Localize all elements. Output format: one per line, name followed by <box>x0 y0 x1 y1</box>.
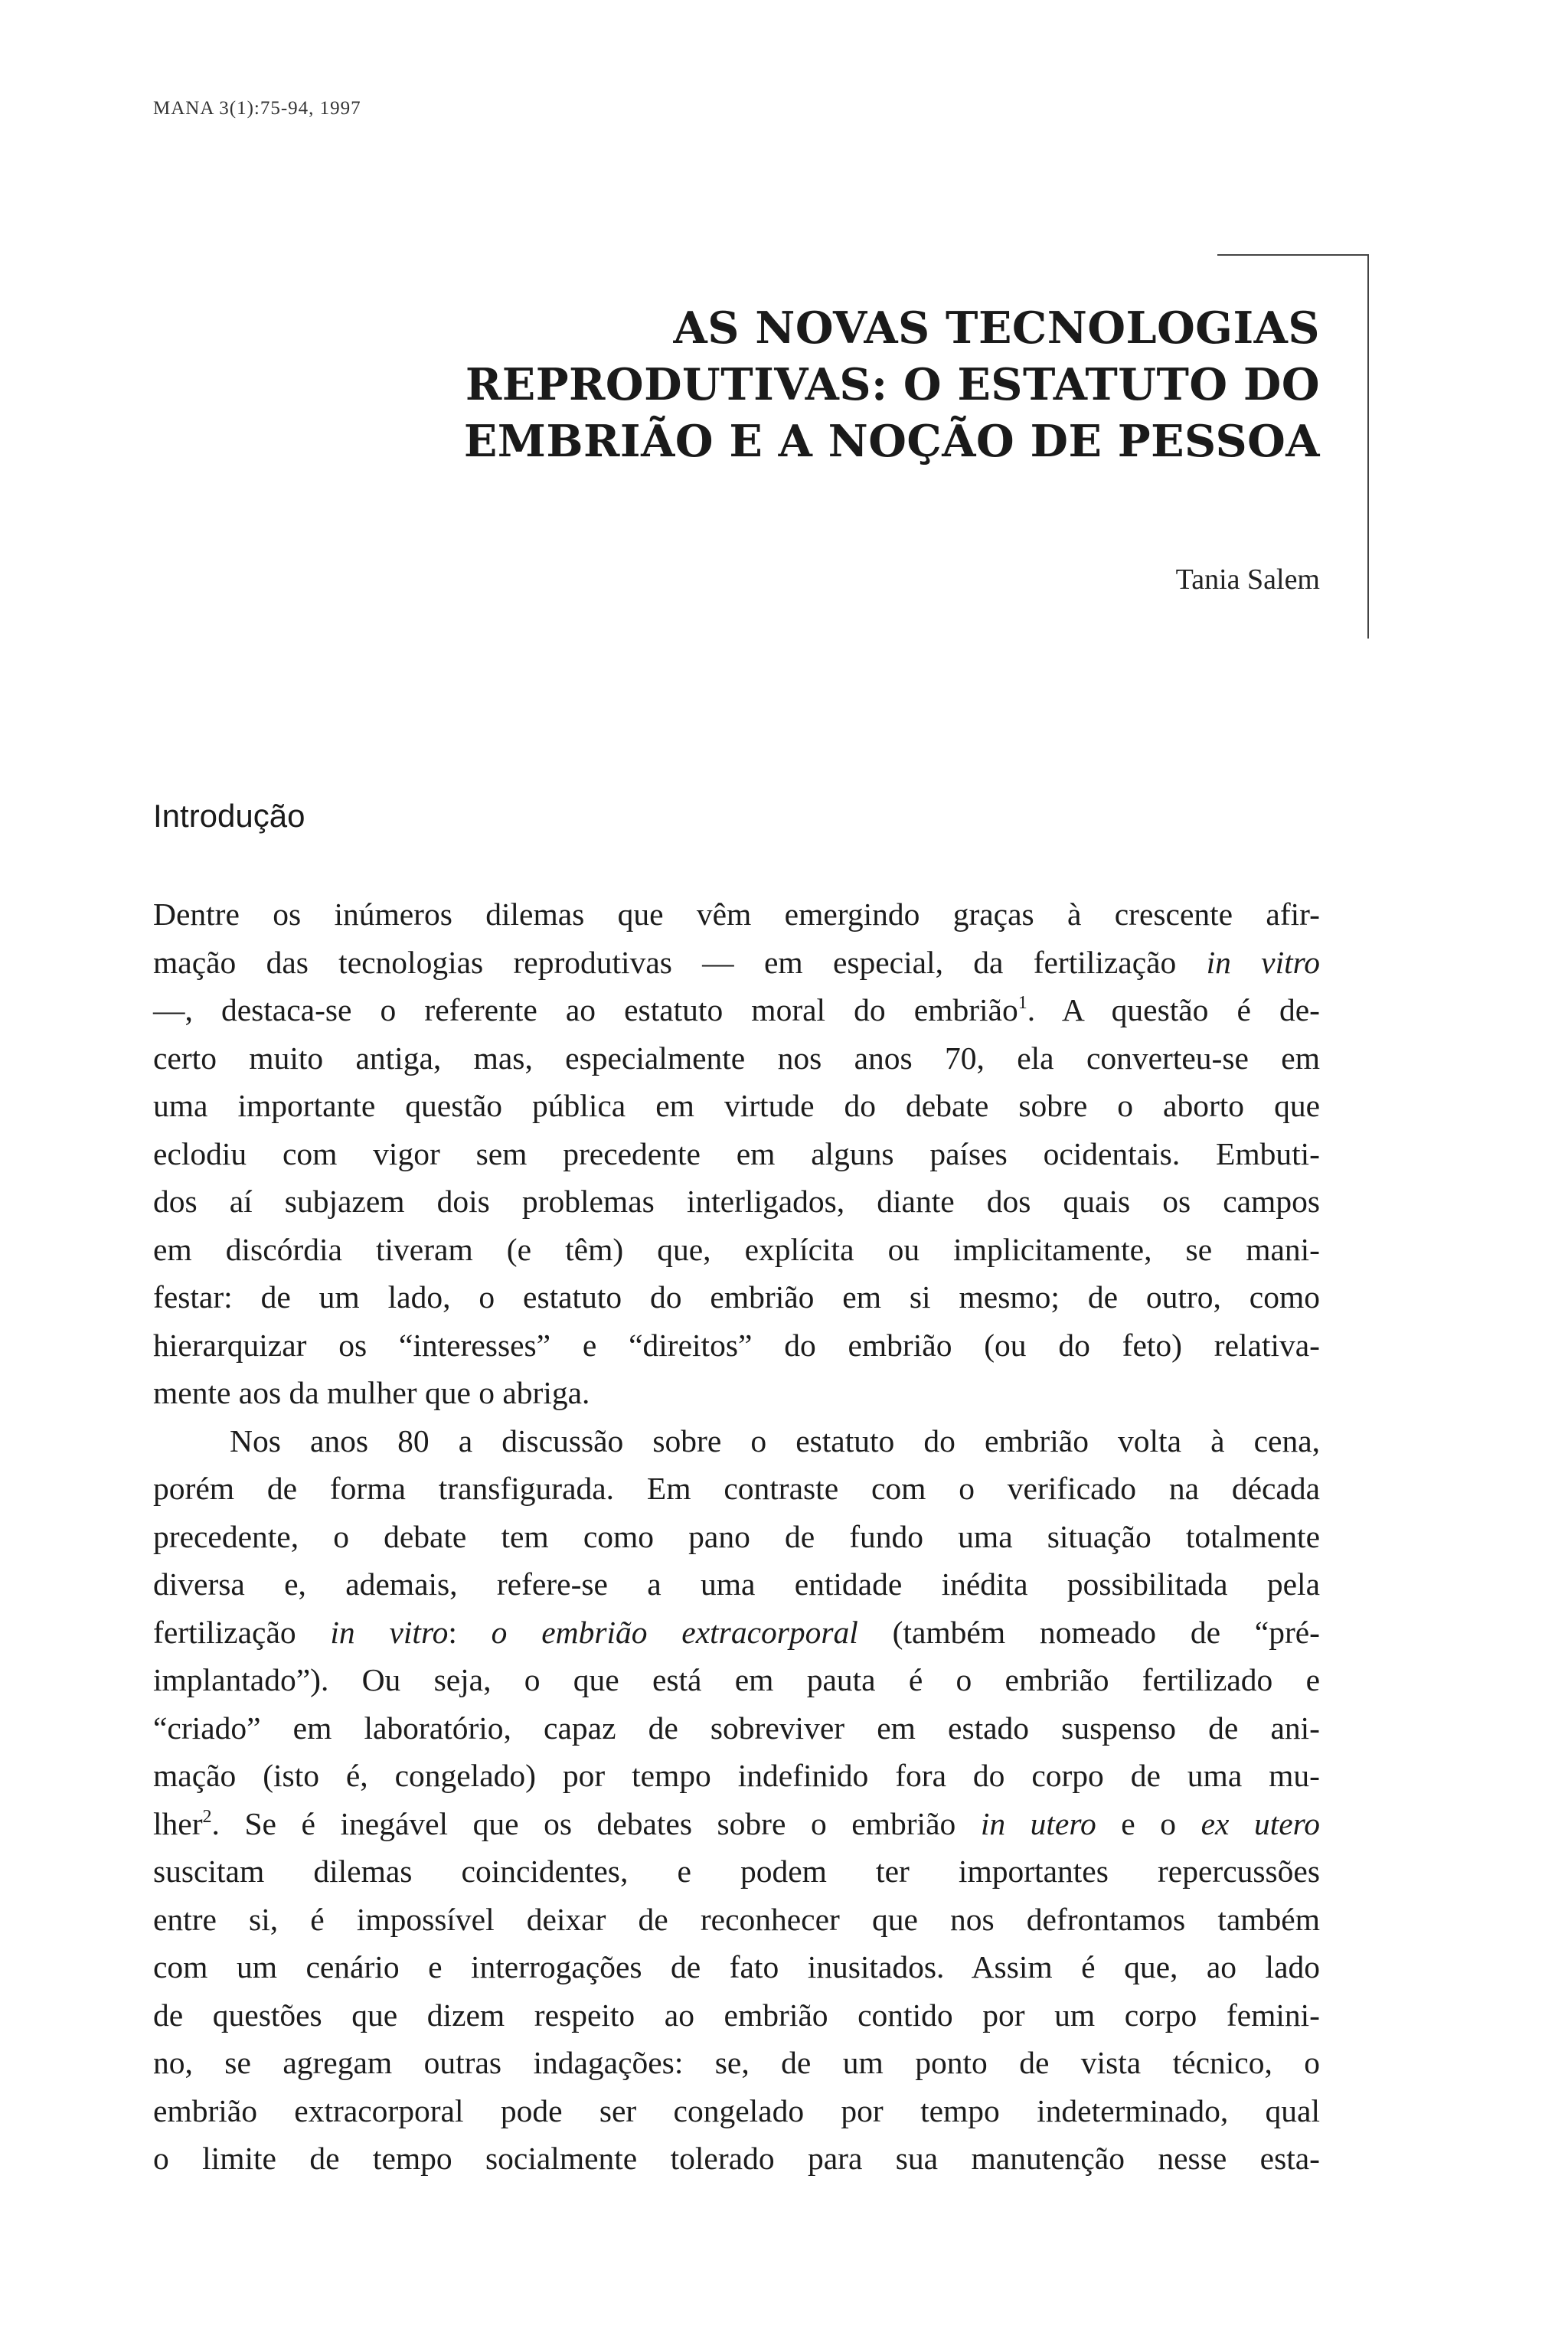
footnote-ref-2[interactable]: 2 <box>202 1806 212 1827</box>
text-line: “criado” em laboratório, capaz de sobreviver em estado suspenso de ani- <box>153 1710 1320 1746</box>
text-line: de questões que dizem respeito ao embrião contido por um corpo femini- <box>153 1997 1320 2033</box>
text-line: no, se agregam outras indagações: se, de um ponto de vista técnico, o <box>153 2045 1320 2080</box>
text-line: o limite de tempo socialmente tolerado para sua manutenção nesse esta- <box>153 2141 1320 2176</box>
italic-term: in vitro <box>1206 944 1320 980</box>
section-heading: Introdução <box>153 798 305 834</box>
text-line: com um cenário e interrogações de fato inusitados. Assim é que, ao lado <box>153 1949 1320 1984</box>
text-line: eclodiu com vigor sem precedente em alguns países ocidentais. Embuti- <box>153 1135 1320 1171</box>
text-line: —, destaca-se o referente ao estatuto moral do embrião$^1$. A questão é de- <box>153 992 1320 1027</box>
text-line: hierarquizar os “interesses” e “direitos” do embrião (ou do feto) relativa- <box>153 1327 1320 1363</box>
text-line: certo muito antiga, mas, especialmente nos anos 70, ela converteu-se em <box>153 1040 1320 1076</box>
title-corner-rule-horizontal <box>1217 254 1369 256</box>
text-line: em discórdia tiveram (e têm) que, explícita ou implicitamente, se mani- <box>153 1231 1320 1267</box>
text-line: implantado”). Ou seja, o que está em pauta é o embrião fertilizado e <box>153 1662 1320 1697</box>
text-line: lher$^2$. Se é inegável que os debates sobre o embrião in utero e o ex utero <box>153 1805 1321 1841</box>
title-line: REPRODUTIVAS: O ESTATUTO DO <box>465 359 1320 410</box>
title-corner-rule-vertical <box>1367 254 1369 639</box>
title-line: AS NOVAS TECNOLOGIAS <box>673 302 1320 354</box>
italic-term: in vitro <box>330 1614 449 1650</box>
text-line: uma importante questão pública em virtude do debate sobre o aborto que <box>153 1088 1320 1123</box>
footnote-ref-1[interactable]: 1 <box>1018 993 1027 1013</box>
text-line: porém de forma transfigurada. Em contraste com o verificado na década <box>153 1471 1320 1506</box>
text-line: Nos anos 80 a discussão sobre o estatuto do embrião volta à cena, <box>230 1423 1320 1458</box>
text-line: dos aí subjazem dois problemas interligados, diante dos quais os campos <box>153 1184 1320 1219</box>
running-head: MANA 3(1):75-94, 1997 <box>153 98 361 119</box>
author-name: Tania Salem <box>1175 563 1320 596</box>
text-line: suscitam dilemas coincidentes, e podem ter importantes repercussões <box>153 1854 1320 1889</box>
italic-term: in utero <box>980 1805 1096 1841</box>
article-title <box>322 300 1320 470</box>
text-line: entre si, é impossível deixar de reconhecer que nos defrontamos também <box>153 1901 1320 1937</box>
text-line: precedente, o debate tem como pano de fundo uma situação totalmente <box>153 1518 1320 1554</box>
text-line: diversa e, ademais, refere-se a uma entidade inédita possibilitada pela <box>153 1566 1320 1602</box>
text-line: mente aos da mulher que o abriga. <box>153 1375 590 1410</box>
italic-term: o embrião extracorporal <box>491 1614 858 1650</box>
italic-term: ex utero <box>1200 1805 1321 1841</box>
body-text <box>153 890 1320 2183</box>
text-line: embrião extracorporal pode ser congelado por tempo indeterminado, qual <box>153 2092 1320 2128</box>
text-line: Dentre os inúmeros dilemas que vêm emergindo graças à crescente afir- <box>153 897 1320 932</box>
title-line: EMBRIÃO E A NOÇÃO DE PESSOA <box>463 416 1320 467</box>
text-line: mação (isto é, congelado) por tempo indefinido fora do corpo de uma mu- <box>153 1758 1320 1793</box>
text-line: festar: de um lado, o estatuto do embrião em si mesmo; de outro, como <box>153 1279 1320 1315</box>
text-line: fertilização in vitro: o embrião extracorporal (também nomeado de “pré- <box>153 1614 1321 1650</box>
text-line: mação das tecnologias reprodutivas — em especial, da fertilização in vitro <box>153 944 1320 980</box>
